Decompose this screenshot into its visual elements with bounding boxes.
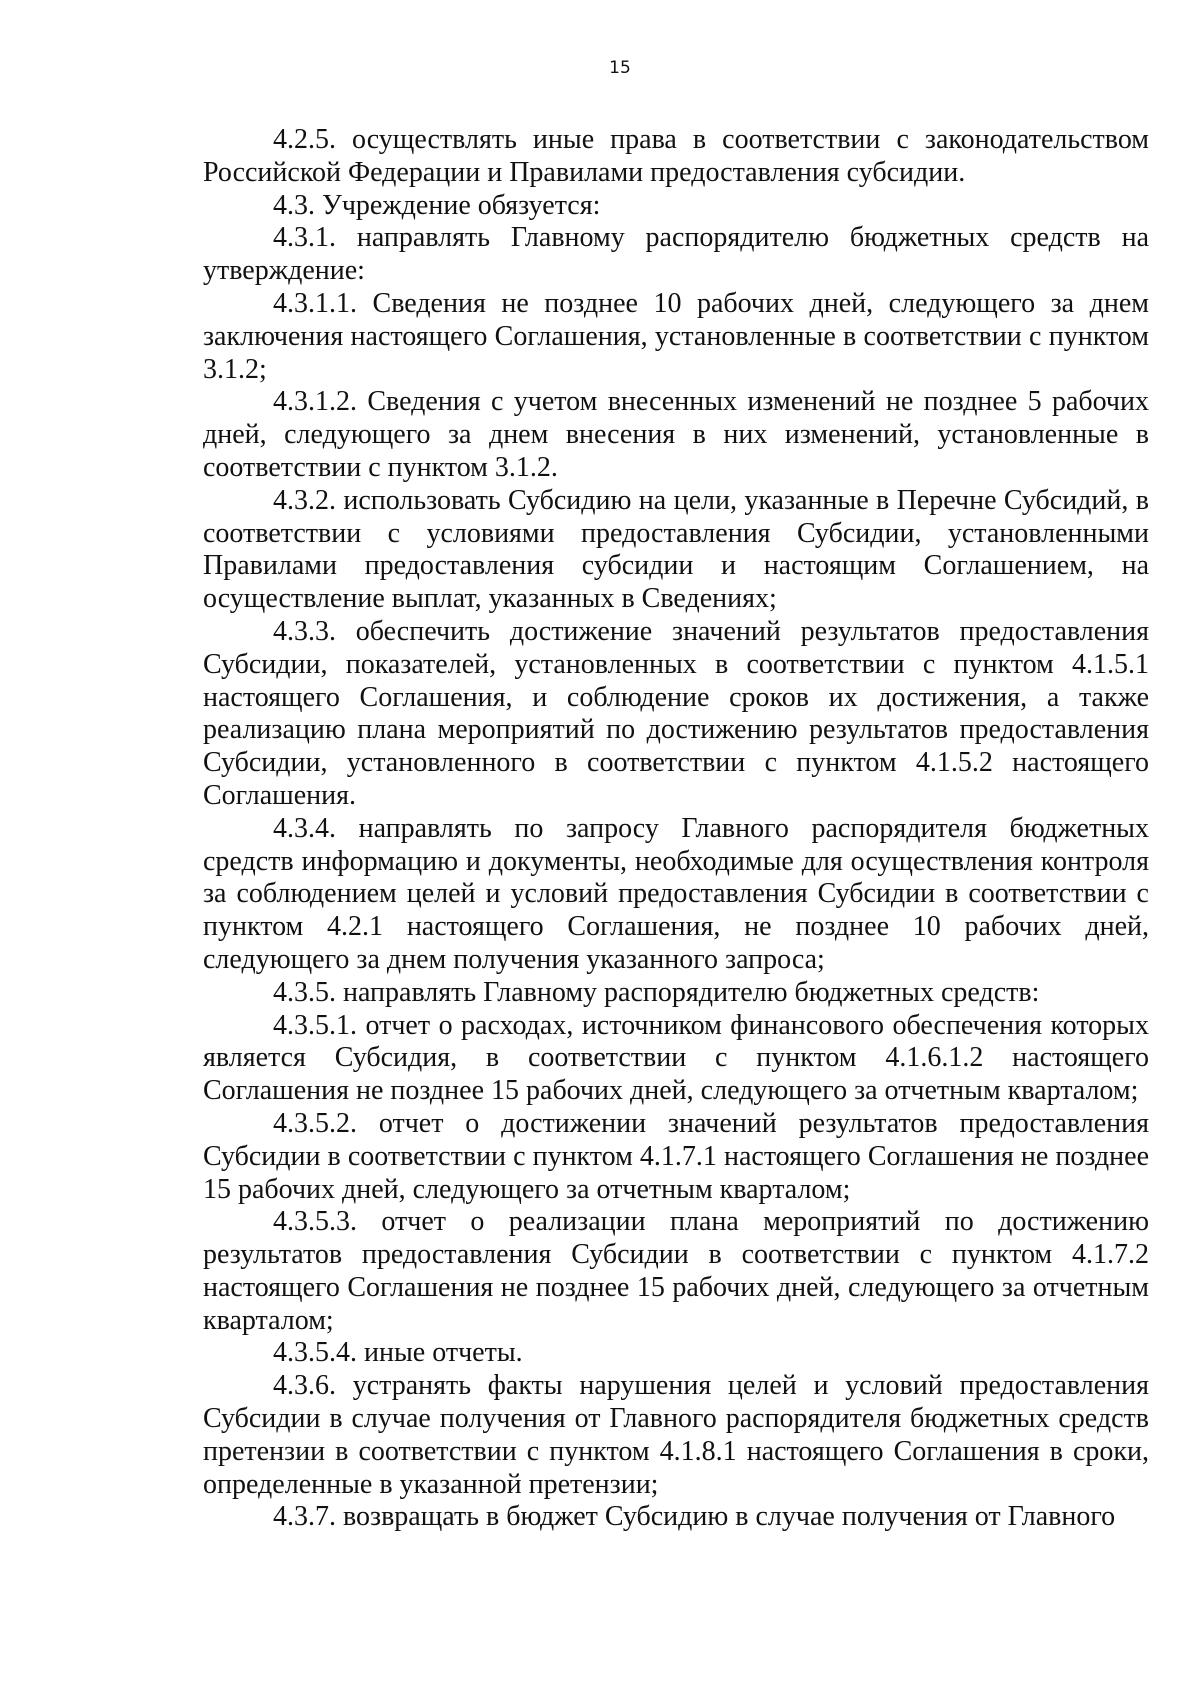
paragraph-4-2-5: 4.2.5. осуществлять иные права в соответствии с законодательством Российской Федерации и Правилами предоставления субсидии. [203,124,1149,188]
paragraph-4-3-1: 4.3.1. направлять Главному распорядителю бюджетных средств на утверждение: [203,222,1149,287]
paragraph-4-3-6: 4.3.6. устранять факты нарушения целей и условий предоставления Субсидии в случае получения от Главного распорядителя бюджетных средств претензии в соответствии с пунктом 4.1.8.1 настоящего Соглашения в сроки, определенные в указанной претензии; [203,1370,1149,1500]
paragraph-4-3-5-1: 4.3.5.1. отчет о расходах, источником финансового обеспечения которых является Субсидия, в соответствии с пунктом 4.1.6.1.2 настоящего Соглашения не позднее 15 рабочих дней, следующего за отчетным кварталом; [203,1009,1149,1107]
paragraph-4-3-5-2: 4.3.5.2. отчет о достижении значений результатов предоставления Субсидии в соответствии с пунктом 4.1.7.1 настоящего Соглашения не позднее 15 рабочих дней, следующего за отчетным кварталом; [203,1107,1149,1205]
paragraph-4-3-3: 4.3.3. обеспечить достижение значений результатов предоставления Субсидии, показателей, установленных в соответствии с пунктом 4.1.5.1 настоящего Соглашения, и соблюдение сроков их достижения, а также реализацию плана мероприятий по достижению результатов предоставления Субсидии, установленного в соответствии с пунктом 4.1.5.2 настоящего Соглашения. [203,615,1149,811]
document-body [203,124,1149,1534]
paragraph-4-3-1-1: 4.3.1.1. Сведения не позднее 10 рабочих дней, следующего за днем заключения настоящего Соглашения, установленные в соответствии с пунктом 3.1.2; [203,287,1149,385]
paragraph-4-3-5: 4.3.5. направлять Главному распорядителю бюджетных средств: [273,976,1040,1008]
paragraph-4-3-1-2: 4.3.1.2. Сведения с учетом внесенных изменений не позднее 5 рабочих дней, следующего за днем внесения в них изменений, установленные в соответствии с пунктом 3.1.2. [203,386,1149,483]
paragraph-4-3-2: 4.3.2. использовать Субсидию на цели, указанные в Перечне Субсидий, в соответствии с условиями предоставления Субсидии, установленными Правилами предоставления субсидии и настоящим Соглашением, на осуществление выплат, указанных в Сведениях; [203,484,1149,615]
page-number: 15 [609,58,631,78]
paragraph-4-3-4: 4.3.4. направлять по запросу Главного распорядителя бюджетных средств информацию и документы, необходимые для осуществления контроля за соблюдением целей и условий предоставления Субсидии в соответствии с пунктом 4.2.1 настоящего Соглашения, не позднее 10 рабочих дней, следующего за днем получения указанного запроса; [203,812,1149,975]
paragraph-4-3-5-3: 4.3.5.3. отчет о реализации плана мероприятий по достижению результатов предоставления Субсидии в соответствии с пунктом 4.1.7.2 настоящего Соглашения не позднее 15 рабочих дней, следующего за отчетным кварталом; [203,1206,1149,1336]
paragraph-4-3: 4.3. Учреждение обязуется: [273,189,601,221]
paragraph-4-3-7: 4.3.7. возвращать в бюджет Субсидию в случае получения от Главного [273,1501,1116,1533]
paragraph-4-3-5-4: 4.3.5.4. иные отчеты. [273,1337,523,1369]
